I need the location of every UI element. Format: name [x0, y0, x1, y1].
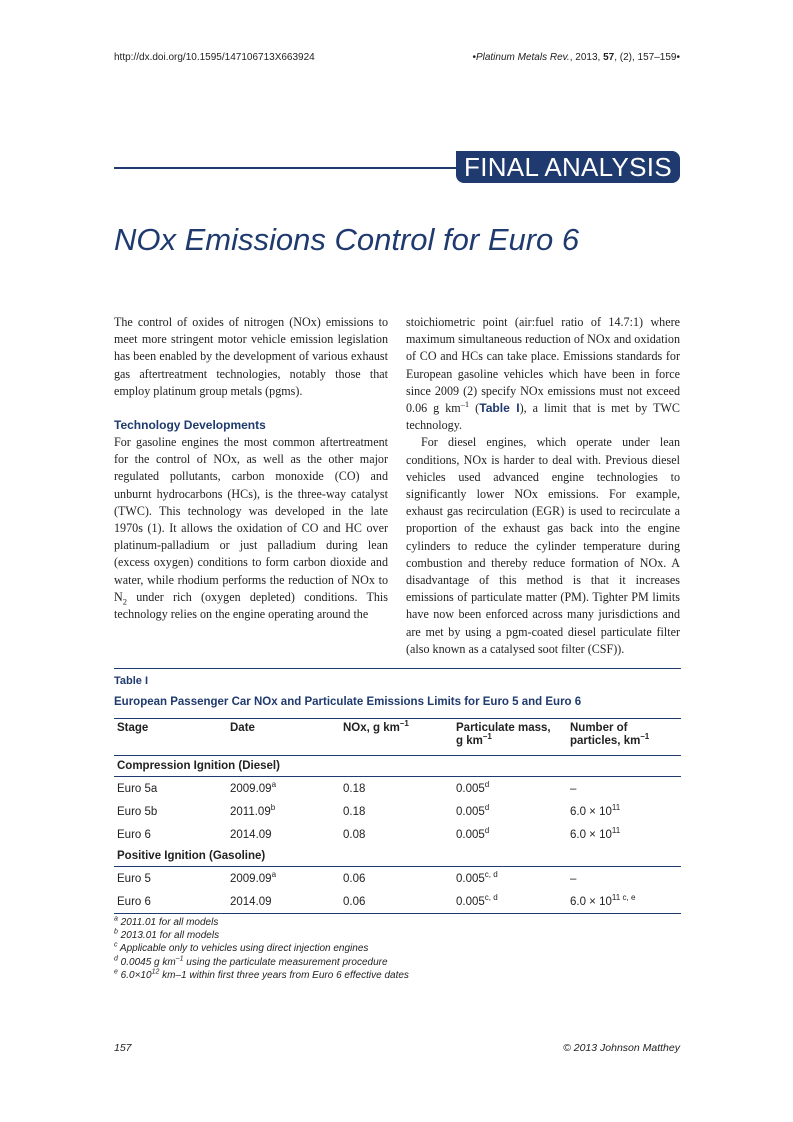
table-header-row	[114, 719, 681, 756]
doi-link[interactable]: http://dx.doi.org/10.1595/147106713X663924	[114, 52, 315, 63]
table-row: Euro 6 2014.09 0.08 0.005$^d$ $6.0 \times 10^{11}$	[117, 825, 621, 841]
table-row: Euro 5a 2009.09$^a$ 0.18 0.005$^d$ –	[117, 779, 577, 795]
table-caption: European Passenger Car NOx and Particulate Emissions Limits for Euro 5 and Euro 6	[114, 696, 582, 708]
table-section-diesel: Compression Ignition (Diesel)	[114, 756, 681, 777]
body-paragraph-continued: stoichiometric point (air:fuel ratio of 14.7:1) where maximum simultaneous reduction of NOx and oxidation of CO and HCs can take place. Emissions standards for European gasoline vehicles which have been in force since 2009 (2) specify NOx emissions must not exceed 0.06 g $km^{-1}$ (Table I), a limit that is met by TWC technology.	[406, 315, 680, 433]
col-header-nox: NOx, g $km^{-1}$	[340, 719, 453, 756]
table-row: Euro 5 2009.09$^a$ 0.06 0.005$^{c, d}$ –	[117, 869, 577, 885]
table-row: Euro 6 2014.09 0.06 0.005$^{c, d}$ $6.0 \times 10^{11 c, e}$	[114, 890, 681, 914]
body-column-right	[406, 314, 680, 658]
emissions-table	[114, 668, 681, 982]
page-number: 157	[114, 1042, 132, 1054]
col-header-pn: Number of particles, $km^{-1}$	[567, 719, 681, 756]
table-section-gasoline: Positive Ignition (Gasoline)	[114, 846, 681, 867]
section-heading: Technology Developments	[114, 418, 266, 433]
footnote: $^b$ 2013.01 for all models	[114, 928, 220, 942]
journal-citation: •Platinum Metals Rev., 2013, 57, (2), 157–159•	[472, 52, 680, 63]
journal-volume: 57	[603, 52, 615, 63]
journal-name: Platinum Metals Rev.	[475, 52, 570, 63]
col-header-pm: Particulate mass, g $km^{-1}$	[453, 719, 567, 756]
col-header-date: Date	[227, 719, 340, 756]
col-header-stage: Stage	[114, 719, 227, 756]
copyright: © 2013 Johnson Matthey	[563, 1042, 680, 1054]
intro-paragraph: The control of oxides of nitrogen (NOx) emissions to meet more stringent motor vehicle emission legislation has been enabled by the development of various exhaust gas aftertreatment technologies, notably those that employ platinum group metals (pgms).	[114, 315, 388, 398]
table-label: Table I	[114, 675, 149, 687]
body-paragraph-diesel: For diesel engines, which operate under lean conditions, NOx is harder to deal with. Previous diesel vehicles used advanced engine technologies to significantly lower NOx emissions. For example, exhaust gas recirculation (EGR) is used to recirculate a proportion of the exhaust gas back into the engine cylinders to reduce the cylinder temperature during combustion and thereby reduce formation of NOx. A disadvantage of this method is that it increases emissions of particulate matter (PM). Tighter PM limits have now been enforced across many jurisdictions and are met by using a pgm-coated diesel particulate filter (also known as a catalysed soot filter (CSF)).	[406, 435, 680, 656]
footnote: $^c$ Applicable only to vehicles using direct injection engines	[114, 942, 369, 955]
body-column-left	[114, 314, 388, 623]
section-banner: FINAL ANALYSIS	[456, 151, 680, 183]
footnote: $^a$ 2011.01 for all models	[114, 915, 219, 928]
body-paragraph: For gasoline engines the most common aftertreatment for the control of NOx, as well as the other major regulated pollutants, carbon monoxide (CO) and unburnt hydrocarbons (HCs), is the three-way catalyst (TWC). This technology was developed in the late 1970s (1). It allows the oxidation of CO and HC over platinum-palladium or just palladium during lean (excess oxygen) conditions to form carbon dioxide and water, while rhodium performs the reduction of NOx to $N_2$ under rich (oxygen depleted) conditions. This technology relies on the engine operating around the	[114, 435, 388, 622]
table-row: Euro 5b 2011.09$^b$ 0.18 0.005$^d$ $6.0 \times 10^{11}$	[117, 802, 621, 818]
banner-rule	[114, 167, 464, 169]
table-footnotes	[114, 916, 681, 982]
footnote: $^d$ 0.0045 g $km^{-1}$ using the particulate measurement procedure	[114, 955, 388, 968]
footnote: $^e$ $6.0\times 10^{12}$ km–1 within first three years from Euro 6 effective dates	[114, 968, 409, 981]
table-reference-link[interactable]: Table I	[479, 401, 520, 416]
article-title: NOx Emissions Control for Euro 6	[114, 222, 580, 257]
